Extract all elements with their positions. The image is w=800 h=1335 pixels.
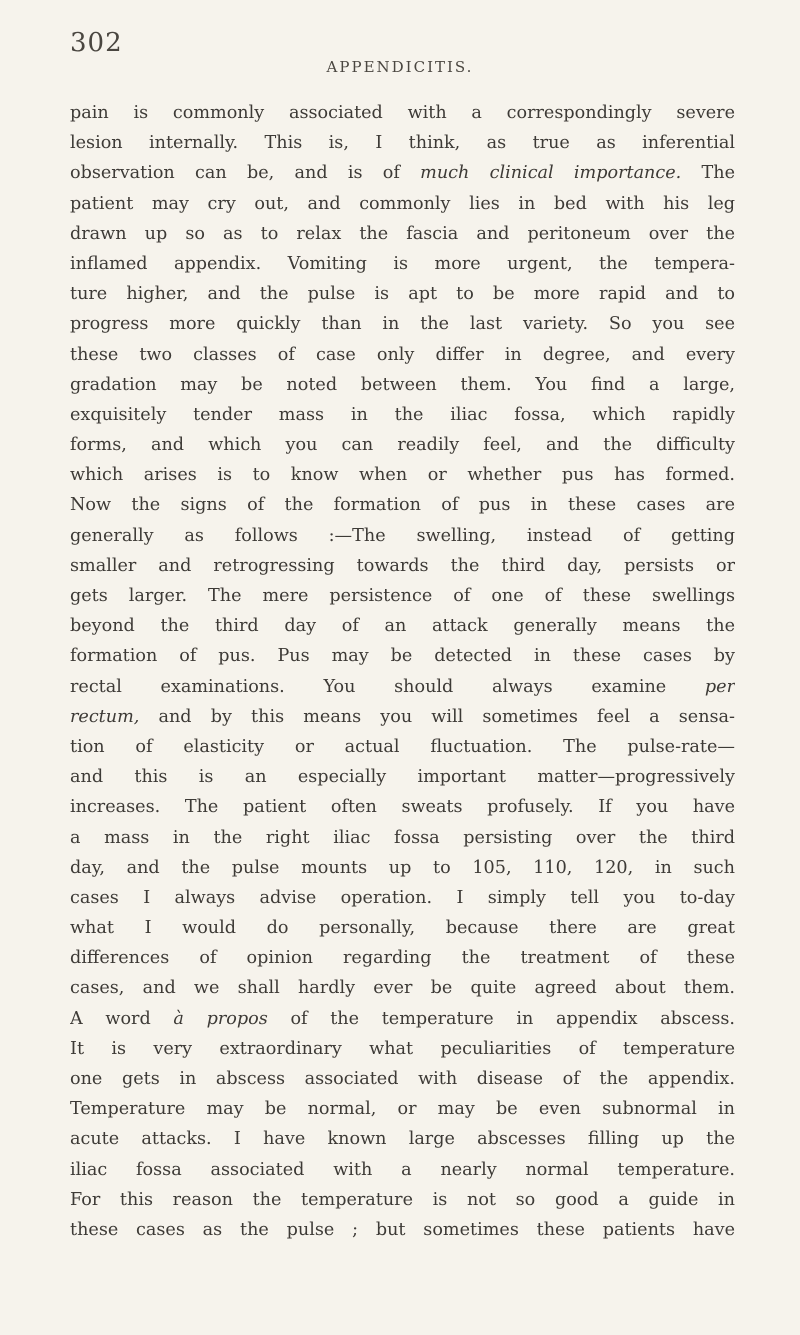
text-segment: ture higher, and the pulse is apt to be more rapid and to — [70, 284, 735, 305]
text-segment: patient may cry out, and commonly lies in bed with his leg — [70, 193, 735, 214]
page-number: 302 — [70, 28, 123, 58]
text-line — [70, 1004, 735, 1034]
text-line — [70, 702, 735, 732]
text-segment: progress more quickly than in the last variety. So you see — [70, 314, 735, 335]
text-segment: pain is commonly associated with a correspondingly severe — [70, 103, 735, 123]
text-line — [70, 551, 735, 581]
text-line — [70, 732, 735, 762]
text-segment: gets larger. The mere persistence of one of these swellings — [70, 586, 735, 606]
text-segment: For this reason the temperature is not so good a guide in — [70, 1189, 735, 1210]
text-line — [70, 219, 735, 249]
text-segment: formation of pus. Pus may be detected in these cases by — [70, 646, 735, 667]
text-segment: forms, and which you can readily feel, and the difficulty — [70, 435, 735, 456]
text-line — [70, 490, 735, 520]
text-line — [70, 460, 735, 490]
text-segment: exquisitely tender mass in the iliac fossa, which rapidly — [70, 404, 735, 425]
text-segment: generally as follows :—The swelling, instead of getting — [70, 525, 735, 546]
text-line — [70, 400, 735, 430]
italic-phrase: à propos — [173, 1008, 268, 1029]
text-segment: increases. The patient often sweats profusely. If you have — [70, 797, 735, 818]
text-segment: acute attacks. I have known large abscesses filling up the — [70, 1129, 735, 1150]
text-line — [70, 973, 735, 1003]
text-segment: rectal examinations. You should always examine — [70, 676, 705, 697]
text-line — [70, 883, 735, 913]
text-segment: Temperature may be normal, or may be even subnormal in — [70, 1099, 735, 1120]
text-segment: cases, and we shall hardly ever be quite agreed about them. — [70, 978, 735, 999]
text-segment: tion of elasticity or actual fluctuation. The pulse-rate— — [70, 736, 735, 757]
text-segment: and this is an especially important matter—progressively — [70, 767, 735, 788]
text-line — [70, 913, 735, 943]
text-line — [70, 1094, 735, 1124]
text-line — [70, 1034, 735, 1064]
text-line — [70, 249, 735, 279]
text-line — [70, 189, 735, 219]
text-segment: lesion internally. This is, I think, as true as inferential — [70, 133, 735, 154]
text-line — [70, 1155, 735, 1185]
body-text — [70, 98, 735, 1245]
text-segment: day, and the pulse mounts up to 105, 110, 120, in such — [70, 857, 735, 878]
text-segment: observation can be, and is of — [70, 163, 421, 184]
text-segment: these cases as the pulse ; but sometimes these patients have — [70, 1219, 735, 1240]
text-line — [70, 98, 735, 128]
text-line — [70, 158, 735, 188]
text-line — [70, 279, 735, 309]
text-segment: inflamed appendix. Vomiting is more urgent, the tempera- — [70, 253, 735, 274]
text-segment: iliac fossa associated with a nearly normal temperature. — [70, 1159, 735, 1180]
text-segment: differences of opinion regarding the treatment of these — [70, 948, 735, 969]
text-segment: beyond the third day of an attack generally means the — [70, 616, 735, 637]
text-segment: The — [681, 163, 735, 184]
text-line — [70, 128, 735, 158]
text-line — [70, 762, 735, 792]
text-line — [70, 641, 735, 671]
text-segment: of the temperature in appendix abscess. — [267, 1008, 735, 1029]
text-segment: It is very extraordinary what peculiarities of temperature — [70, 1038, 735, 1059]
text-segment: one gets in abscess associated with disease of the appendix. — [70, 1069, 735, 1089]
text-line — [70, 309, 735, 339]
text-segment: drawn up so as to relax the fascia and peritoneum over the — [70, 223, 735, 244]
text-line — [70, 521, 735, 551]
text-line — [70, 943, 735, 973]
italic-phrase: per — [704, 676, 735, 697]
text-segment: what I would do personally, because there are great — [70, 918, 735, 939]
text-segment: a mass in the right iliac fossa persisting over the third — [70, 827, 735, 848]
text-line — [70, 1215, 735, 1245]
text-line — [70, 1064, 735, 1094]
text-line — [70, 853, 735, 883]
text-line — [70, 581, 735, 611]
text-line — [70, 792, 735, 822]
text-segment: Now the signs of the formation of pus in these cases are — [70, 495, 735, 516]
text-segment: these two classes of case only differ in degree, and every — [70, 344, 735, 365]
text-segment: smaller and retrogressing towards the third day, persists or — [70, 555, 735, 576]
text-segment: A word — [70, 1008, 174, 1029]
text-segment: gradation may be noted between them. You find a large, — [70, 374, 735, 395]
italic-phrase: much clinical importance. — [420, 163, 682, 184]
text-segment: and by this means you will sometimes feel a sensa- — [139, 706, 735, 727]
text-line — [70, 430, 735, 460]
text-line — [70, 370, 735, 400]
text-line — [70, 672, 735, 702]
text-segment: cases I always advise operation. I simply tell you to-day — [70, 887, 735, 908]
text-line — [70, 611, 735, 641]
text-line — [70, 1124, 735, 1154]
italic-phrase: rectum, — [70, 706, 140, 727]
text-line — [70, 823, 735, 853]
text-segment: which arises is to know when or whether pus has formed. — [70, 465, 735, 486]
text-line — [70, 340, 735, 370]
running-head: APPENDICITIS. — [326, 58, 474, 76]
text-line — [70, 1185, 735, 1215]
